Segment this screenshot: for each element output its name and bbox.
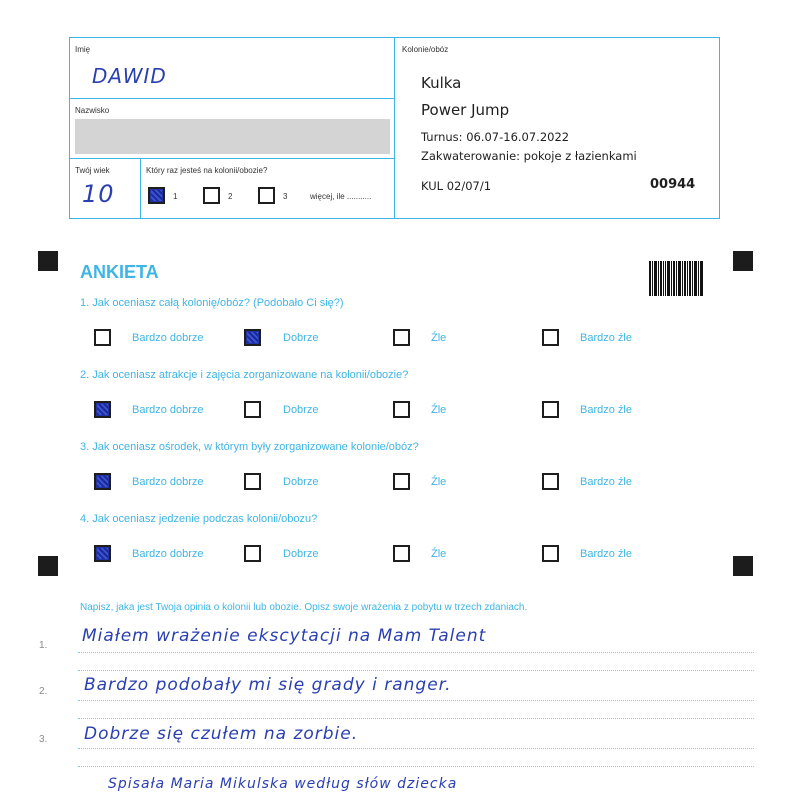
question-3-checkbox-good[interactable]: [244, 473, 261, 490]
question-2-option-bad: Źle: [431, 404, 447, 416]
opinion-line-text-1[interactable]: Miałem wrażenie ekscytacji na Mam Talent: [82, 626, 487, 646]
question-4-checkbox-bad[interactable]: [393, 545, 410, 562]
question-3-checkbox-very-bad[interactable]: [542, 473, 559, 490]
registration-marker-top-right: [733, 251, 753, 271]
question-4-text: 4. Jak oceniasz jedzenie podczas kolonii/obozu?: [80, 513, 318, 525]
question-2-option-good: Dobrze: [283, 404, 319, 416]
question-4-option-very-good: Bardzo dobrze: [132, 548, 204, 560]
question-2-checkbox-good[interactable]: [244, 401, 261, 418]
opinion-line-text-3[interactable]: Dobrze się czułem na zorbie.: [84, 724, 359, 744]
question-3-option-bad: Źle: [431, 476, 447, 488]
first-name-label: Imię: [75, 45, 91, 54]
question-1-option-bad: Źle: [431, 332, 447, 344]
registration-marker-bottom-left: [38, 556, 58, 576]
times-checkbox-3[interactable]: [258, 187, 275, 204]
question-4-checkbox-good[interactable]: [244, 545, 261, 562]
age-label: Twój wiek: [75, 166, 110, 175]
times-checkbox-1[interactable]: [148, 187, 165, 204]
question-1-text: 1. Jak oceniasz całą kolonię/obóz? (Podobało Ci się?): [80, 297, 344, 309]
camp-label: Kolonie/obóz: [402, 45, 449, 54]
opinion-dotted-line-3: [78, 748, 754, 749]
question-3-option-very-good: Bardzo dobrze: [132, 476, 204, 488]
question-4-checkbox-very-good[interactable]: [94, 545, 111, 562]
question-3-checkbox-bad[interactable]: [393, 473, 410, 490]
question-2-checkbox-very-bad[interactable]: [542, 401, 559, 418]
question-1-option-very-bad: Bardzo źle: [580, 332, 632, 344]
opinion-prompt: Napisz, jaka jest Twoja opinia o kolonii lub obozie. Opisz swoje wrażenia z pobytu w trzech zdaniach.: [80, 602, 528, 613]
question-2-text: 2. Jak oceniasz atrakcje i zajęcia zorganizowane na kolonii/obozie?: [80, 369, 409, 381]
question-1-checkbox-very-bad[interactable]: [542, 329, 559, 346]
first-name-value[interactable]: DAWID: [92, 64, 167, 88]
times-checkbox-2[interactable]: [203, 187, 220, 204]
age-value[interactable]: 10: [82, 180, 115, 208]
question-2-checkbox-very-good[interactable]: [94, 401, 111, 418]
opinion-dotted-line-2: [78, 700, 754, 701]
opinion-line-text-2[interactable]: Bardzo podobały mi się grady i ranger.: [84, 675, 452, 695]
question-2-option-very-bad: Bardzo źle: [580, 404, 632, 416]
question-1-checkbox-good[interactable]: [244, 329, 261, 346]
camp-code: KUL 02/07/1: [421, 179, 492, 193]
question-3-option-very-bad: Bardzo źle: [580, 476, 632, 488]
question-1-option-very-good: Bardzo dobrze: [132, 332, 204, 344]
camp-program: Power Jump: [421, 101, 510, 119]
question-3-checkbox-very-good[interactable]: [94, 473, 111, 490]
question-1-option-good: Dobrze: [283, 332, 319, 344]
times-option-1: 1: [173, 192, 178, 201]
barcode: [649, 261, 703, 296]
question-3-text: 3. Jak oceniasz ośrodek, w którym były zorganizowane kolonie/obóz?: [80, 441, 419, 453]
question-4-option-good: Dobrze: [283, 548, 319, 560]
opinion-footer-note: Spisała Maria Mikulska według słów dziecka: [108, 776, 458, 792]
times-option-3: 3: [283, 192, 288, 201]
opinion-line-number-1: 1.: [39, 640, 48, 651]
question-1-checkbox-very-good[interactable]: [94, 329, 111, 346]
registration-marker-top-left: [38, 251, 58, 271]
question-2-checkbox-bad[interactable]: [393, 401, 410, 418]
times-more-label: więcej, ile ...........: [310, 192, 372, 201]
opinion-dotted-line-2b: [78, 718, 754, 719]
survey-title: ANKIETA: [80, 262, 159, 282]
question-1-checkbox-bad[interactable]: [393, 329, 410, 346]
opinion-dotted-line-1b: [78, 670, 754, 671]
camp-term: Turnus: 06.07-16.07.2022: [421, 130, 570, 144]
camp-number: 00944: [650, 177, 696, 192]
question-3-option-good: Dobrze: [283, 476, 319, 488]
camp-accommodation: Zakwaterowanie: pokoje z łazienkami: [421, 149, 637, 163]
registration-marker-bottom-right: [733, 556, 753, 576]
opinion-line-number-2: 2.: [39, 686, 48, 697]
last-name-label: Nazwisko: [75, 106, 110, 115]
times-label: Który raz jesteś na kolonii/obozie?: [146, 166, 268, 175]
question-2-option-very-good: Bardzo dobrze: [132, 404, 204, 416]
last-name-redacted: [75, 119, 390, 154]
question-4-option-bad: Źle: [431, 548, 447, 560]
opinion-line-number-3: 3.: [39, 734, 48, 745]
question-4-option-very-bad: Bardzo źle: [580, 548, 632, 560]
opinion-dotted-line-3b: [78, 766, 754, 767]
camp-name: Kulka: [421, 74, 462, 92]
question-4-checkbox-very-bad[interactable]: [542, 545, 559, 562]
times-option-2: 2: [228, 192, 233, 201]
opinion-dotted-line-1: [78, 652, 754, 653]
